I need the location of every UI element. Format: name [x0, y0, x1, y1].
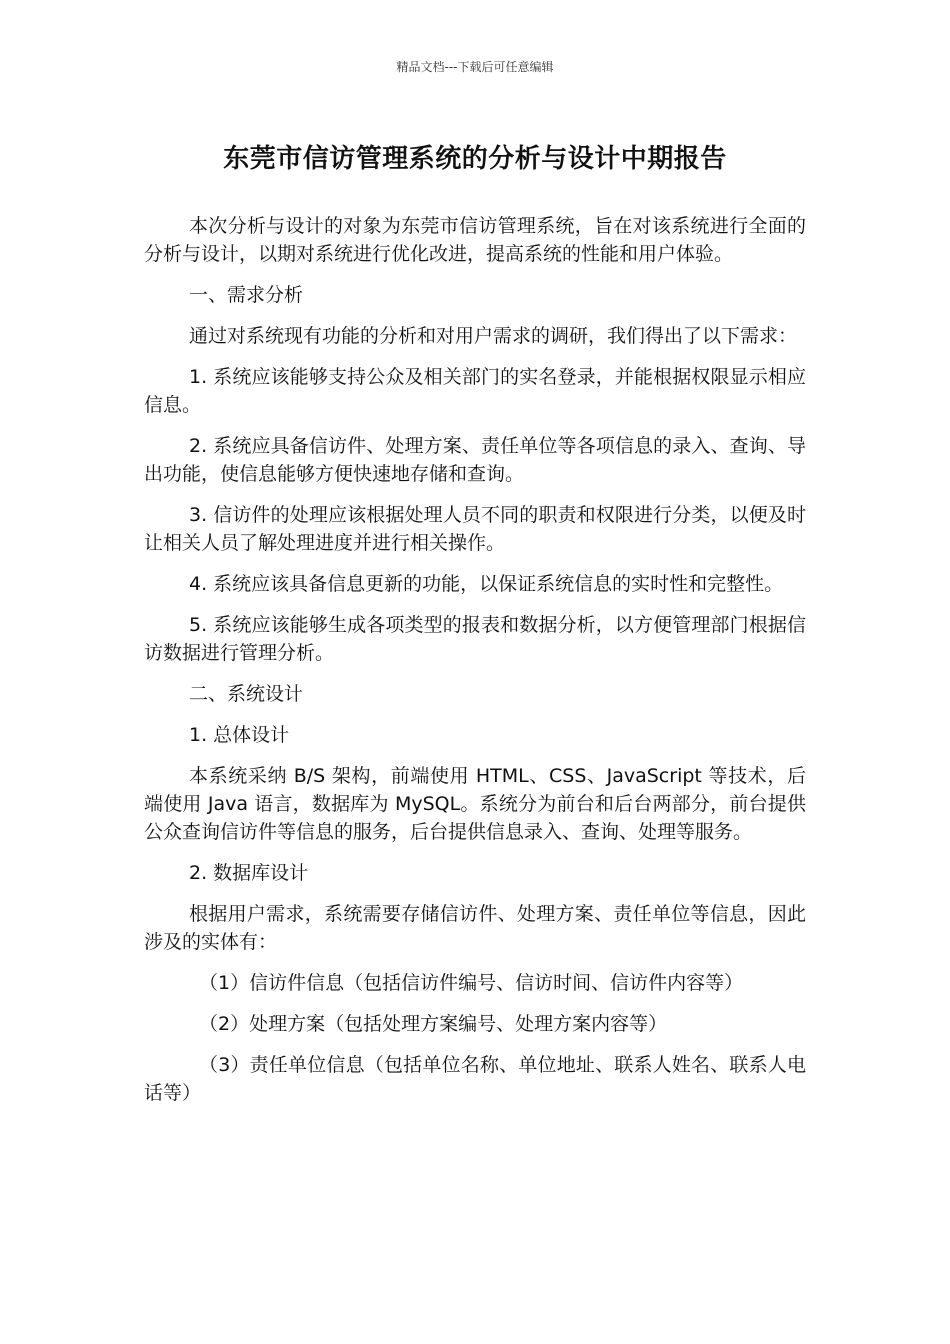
- document-body: [144, 212, 806, 1120]
- section-heading-design: 二、系统设计: [189, 683, 304, 705]
- entity-item-1: （1）信访件信息（包括信访件编号、信访时间、信访件内容等）: [199, 972, 744, 994]
- requirement-item-4: 4. 系统应该具备信息更新的功能，以保证系统信息的实时性和完整性。: [189, 573, 784, 595]
- section-heading-requirements: 一、需求分析: [189, 284, 304, 306]
- requirements-intro-paragraph: 通过对系统现有功能的分析和对用户需求的调研，我们得出了以下需求：: [189, 325, 798, 347]
- database-intro-paragraph: 根据用户需求，系统需要存储信访件、处理方案、责任单位等信息，因此涉及的实体有：: [144, 903, 806, 953]
- subsection-heading-database: 2. 数据库设计: [189, 862, 309, 884]
- requirement-item-2: 2. 系统应具备信访件、处理方案、责任单位等各项信息的录入、查询、导出功能，使信息能够方便快速地存储和查询。: [144, 435, 806, 485]
- intro-paragraph: 本次分析与设计的对象为东莞市信访管理系统，旨在对该系统进行全面的分析与设计，以期对系统进行优化改进，提高系统的性能和用户体验。: [144, 215, 806, 265]
- document-title: 东莞市信访管理系统的分析与设计中期报告: [223, 144, 727, 174]
- requirement-item-5: 5. 系统应该能够生成各项类型的报表和数据分析，以方便管理部门根据信访数据进行管理分析。: [144, 614, 806, 664]
- requirement-item-1: 1. 系统应该能够支持公众及相关部门的实名登录，并能根据权限显示相应信息。: [144, 366, 806, 416]
- header-note: 精品文档---下载后可任意编辑: [396, 60, 554, 74]
- requirement-item-3: 3. 信访件的处理应该根据处理人员不同的职责和权限进行分类，以便及时让相关人员了解处理进度并进行相关操作。: [144, 504, 806, 554]
- subsection-heading-overall: 1. 总体设计: [189, 724, 290, 746]
- overall-design-paragraph: 本系统采纳 B/S 架构，前端使用 HTML、CSS、JavaScript 等技术，后端使用 Java 语言，数据库为 MySQL。系统分为前台和后台两部分，前台提供公众查询信访件等信息的服务，后台提供信息录入、查询、处理等服务。: [144, 765, 806, 843]
- entity-item-2: （2）处理方案（包括处理方案编号、处理方案内容等）: [199, 1013, 668, 1035]
- entity-item-3: （3）责任单位信息（包括单位名称、单位地址、联系人姓名、联系人电话等）: [144, 1054, 806, 1104]
